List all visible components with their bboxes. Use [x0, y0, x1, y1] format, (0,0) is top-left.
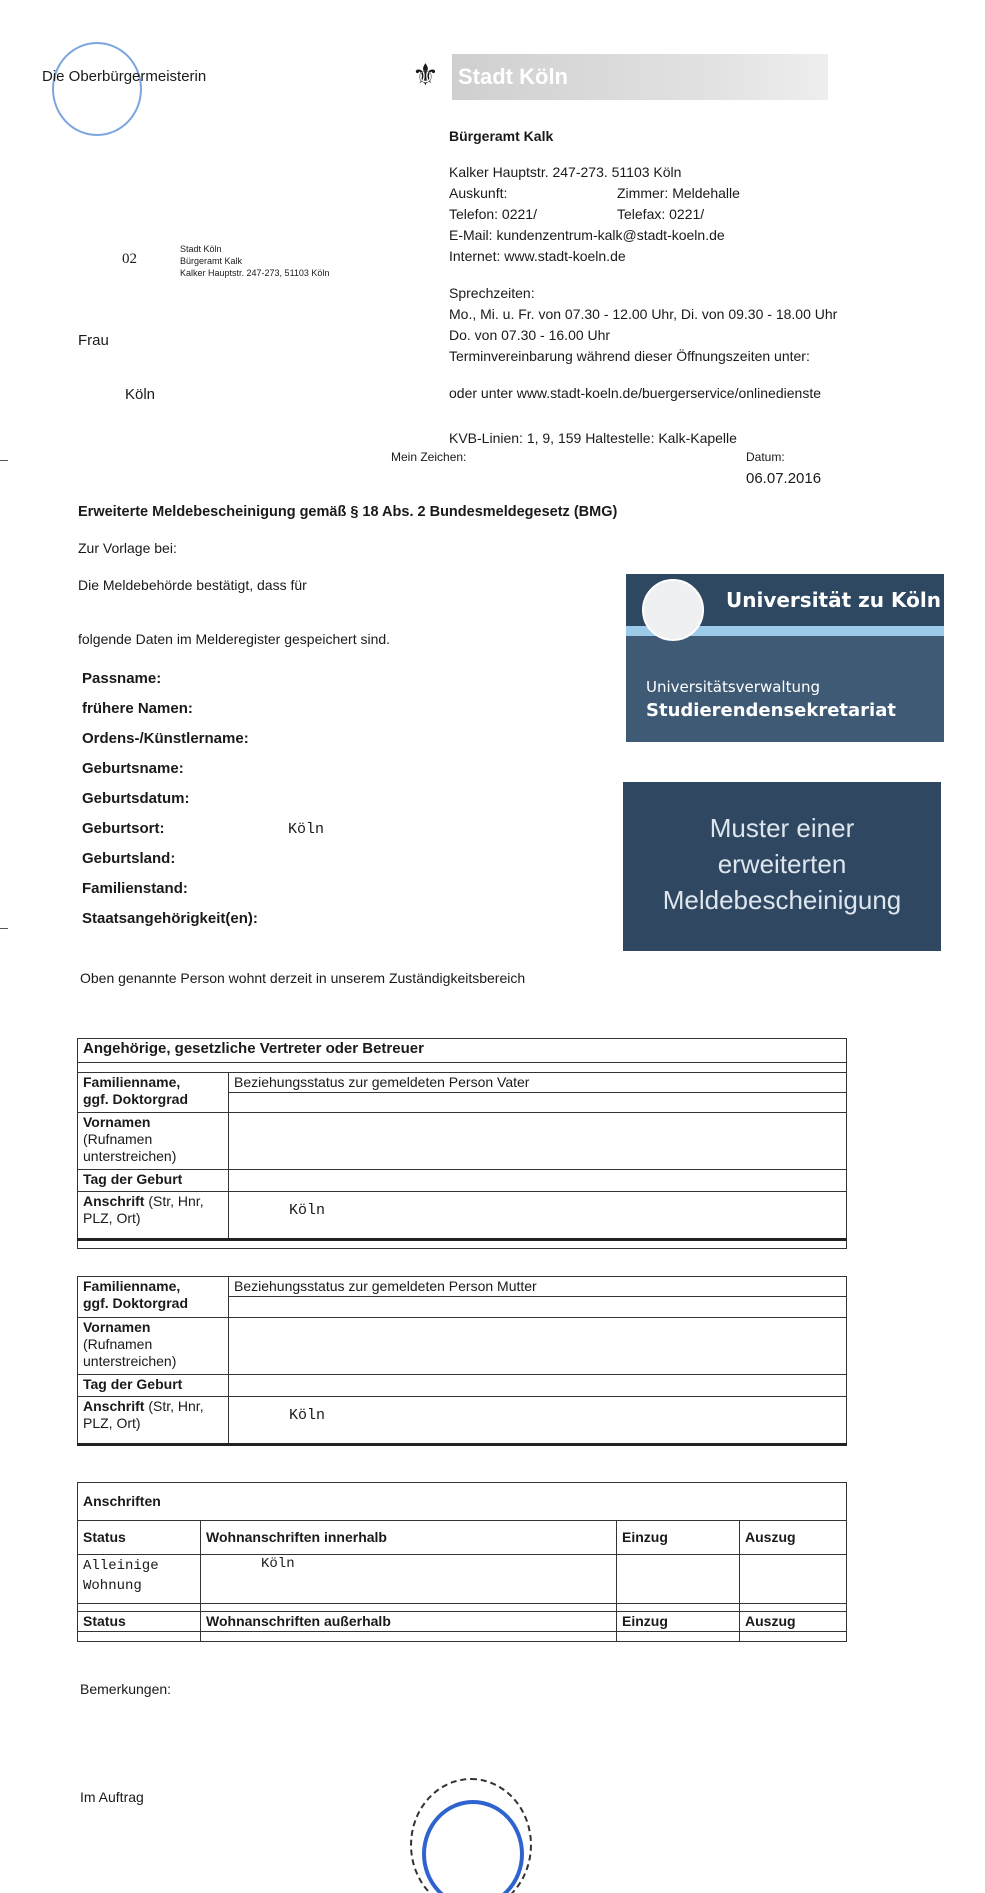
mother-address-value: Köln [229, 1397, 847, 1445]
col-move-out: Auszug [740, 1521, 847, 1555]
surname-label [78, 1277, 229, 1318]
fold-mark [0, 928, 8, 929]
recipient-salutation: Frau [78, 332, 109, 349]
label-text: PLZ, Ort) [83, 1210, 141, 1226]
relatives-mother-table [77, 1276, 847, 1446]
sender-line: Kalker Hauptstr. 247-273, 51103 Köln [180, 268, 330, 278]
signature-label: Im Auftrag [80, 1789, 144, 1805]
mother-dob-value [229, 1375, 847, 1397]
online-services-link[interactable]: oder unter www.stadt-koeln.de/buergerservice/onlinedienste [449, 385, 821, 401]
birthplace-value: Köln [288, 821, 325, 838]
office-name: Studierendensekretariat [646, 700, 896, 721]
sender-line: Stadt Köln [180, 244, 222, 254]
table-row [78, 1555, 847, 1604]
document-title: Erweiterte Meldebescheinigung gemäß § 18 Abs. 2 Bundesmeldegesetz (BMG) [78, 504, 618, 520]
move-in-value [617, 1555, 740, 1604]
status-value [78, 1555, 201, 1604]
address-label [78, 1397, 229, 1445]
hours-line: Mo., Mi. u. Fr. von 07.30 - 12.00 Uhr, Di. von 09.30 - 18.00 Uhr [449, 306, 838, 322]
father-address-value: Köln [229, 1192, 847, 1240]
reference-label: Mein Zeichen: [391, 450, 467, 464]
table-header-row [78, 1612, 847, 1632]
col-move-in: Einzug [617, 1521, 740, 1555]
email-link[interactable]: E-Mail: kundenzentrum-kalk@stadt-koeln.de [449, 227, 725, 243]
status-text: Wohnung [83, 1578, 142, 1594]
stored-text: folgende Daten im Melderegister gespeichert sind. [78, 631, 391, 647]
col-status: Status [78, 1612, 201, 1632]
label-text: unterstreichen) [83, 1148, 177, 1164]
appointment-line: Terminvereinbarung während dieser Öffnungszeiten unter: [449, 348, 810, 364]
firstname-label [78, 1113, 229, 1170]
phone-line [449, 204, 837, 225]
label-text: Familienname, [83, 1074, 181, 1090]
addresses-table [77, 1482, 847, 1642]
sender-line: Bürgeramt Kalk [180, 256, 243, 266]
date-value: 06.07.2016 [746, 470, 822, 487]
dob-label: Tag der Geburt [78, 1170, 229, 1192]
dob-label: Tag der Geburt [78, 1375, 229, 1397]
spacer-cell [78, 1632, 201, 1642]
spacer-cell [740, 1604, 847, 1612]
spacer-cell [201, 1604, 617, 1612]
surname-label [78, 1073, 229, 1113]
col-address-inside: Wohnanschriften innerhalb [201, 1521, 617, 1555]
field-birthplace: Geburtsort: [82, 820, 165, 837]
info-line [449, 183, 837, 204]
university-banner [626, 574, 944, 742]
hours-line: Do. von 07.30 - 16.00 Uhr [449, 327, 611, 343]
sample-line: Muster einer [709, 813, 855, 843]
move-out-value [740, 1555, 847, 1604]
sender-address [180, 243, 329, 279]
col-status: Status [78, 1521, 201, 1555]
label-text: Vornamen [83, 1319, 151, 1335]
submit-to-label: Zur Vorlage bei: [78, 540, 177, 556]
col-address-outside: Wohnanschriften außerhalb [201, 1612, 617, 1632]
sender-code: 02 [122, 251, 137, 267]
field-passname: Passname: [82, 670, 162, 687]
label-text: Anschrift [83, 1398, 145, 1414]
fax-label: Telefax: 0221/ [617, 206, 705, 222]
label-text: (Str, Hnr, [144, 1398, 204, 1414]
status-text: Alleinige [83, 1558, 159, 1574]
city-crest-icon: ⚜ [412, 56, 439, 96]
mother-firstname-value [229, 1318, 847, 1375]
university-seal-icon [642, 579, 704, 641]
remarks-label: Bemerkungen: [80, 1681, 172, 1697]
label-text: ggf. Doktorgrad [83, 1091, 188, 1107]
address-value: Köln [201, 1555, 617, 1604]
sample-line: erweiterten [717, 849, 847, 879]
col-move-in: Einzug [617, 1612, 740, 1632]
transit-info: KVB-Linien: 1, 9, 159 Haltestelle: Kalk-Kapelle [449, 430, 737, 446]
brand-label: Stadt Köln [458, 64, 568, 89]
fold-mark [0, 460, 8, 461]
label-text: Familienname, [83, 1278, 181, 1294]
spacer-cell [617, 1632, 740, 1642]
firstname-label [78, 1318, 229, 1375]
office-contact [449, 162, 837, 449]
address-label [78, 1192, 229, 1240]
father-firstname-value [229, 1113, 847, 1170]
label-text: PLZ, Ort) [83, 1415, 141, 1431]
mother-status: Beziehungsstatus zur gemeldeten Person Mutter [229, 1277, 847, 1297]
field-religious-name: Ordens-/Künstlername: [82, 730, 249, 747]
label-text: unterstreichen) [83, 1353, 177, 1369]
spacer-row [78, 1240, 847, 1249]
spacer-cell [201, 1632, 617, 1642]
field-birth-name: Geburtsname: [82, 760, 184, 777]
father-surname-value [229, 1093, 847, 1113]
field-birth-date: Geburtsdatum: [82, 790, 190, 807]
field-birth-country: Geburtsland: [82, 850, 176, 867]
office-title: Bürgeramt Kalk [449, 128, 554, 144]
city-seal-stamp [52, 42, 142, 136]
info-label: Auskunft: [449, 185, 508, 201]
label-text: ggf. Doktorgrad [83, 1295, 188, 1311]
spacer-row [78, 1063, 847, 1073]
spacer-cell [617, 1604, 740, 1612]
table-header-row [78, 1521, 847, 1555]
field-former-names: frühere Namen: [82, 700, 193, 717]
hours-title: Sprechzeiten: [449, 285, 535, 301]
sample-line: Meldebescheinigung [662, 885, 902, 915]
residence-text: Oben genannte Person wohnt derzeit in unserem Zuständigkeitsbereich [80, 970, 526, 986]
spacer-cell [78, 1604, 201, 1612]
website-link[interactable]: Internet: www.stadt-koeln.de [449, 248, 626, 264]
relatives-father-table [77, 1038, 847, 1249]
field-nationality: Staatsangehörigkeit(en): [82, 910, 258, 927]
father-dob-value [229, 1170, 847, 1192]
mother-surname-value [229, 1297, 847, 1318]
field-marital-status: Familienstand: [82, 880, 188, 897]
room-label: Zimmer: Meldehalle [617, 185, 740, 201]
label-text: (Rufnamen [83, 1131, 153, 1147]
date-label: Datum: [746, 450, 785, 464]
mayor-label: Die Oberbürgermeisterin [42, 68, 207, 85]
relatives-title: Angehörige, gesetzliche Vertreter oder Betreuer [78, 1039, 847, 1063]
label-text: Vornamen [83, 1114, 151, 1130]
address-line: Kalker Hauptstr. 247-273. 51103 Köln [449, 164, 682, 180]
department-name: Universitätsverwaltung [646, 678, 820, 696]
addresses-title: Anschriften [78, 1483, 847, 1521]
father-status: Beziehungsstatus zur gemeldeten Person Vater [229, 1073, 847, 1093]
label-text: (Str, Hnr, [144, 1193, 204, 1209]
confirm-text: Die Meldebehörde bestätigt, dass für [78, 577, 307, 593]
university-name: Universität zu Köln [726, 588, 941, 612]
spacer-cell [740, 1632, 847, 1642]
sample-notice [623, 782, 941, 951]
label-text: Anschrift [83, 1193, 145, 1209]
recipient-city: Köln [125, 386, 156, 403]
phone-label: Telefon: 0221/ [449, 206, 537, 222]
label-text: (Rufnamen [83, 1336, 153, 1352]
col-move-out: Auszug [740, 1612, 847, 1632]
city-banner [452, 54, 828, 100]
